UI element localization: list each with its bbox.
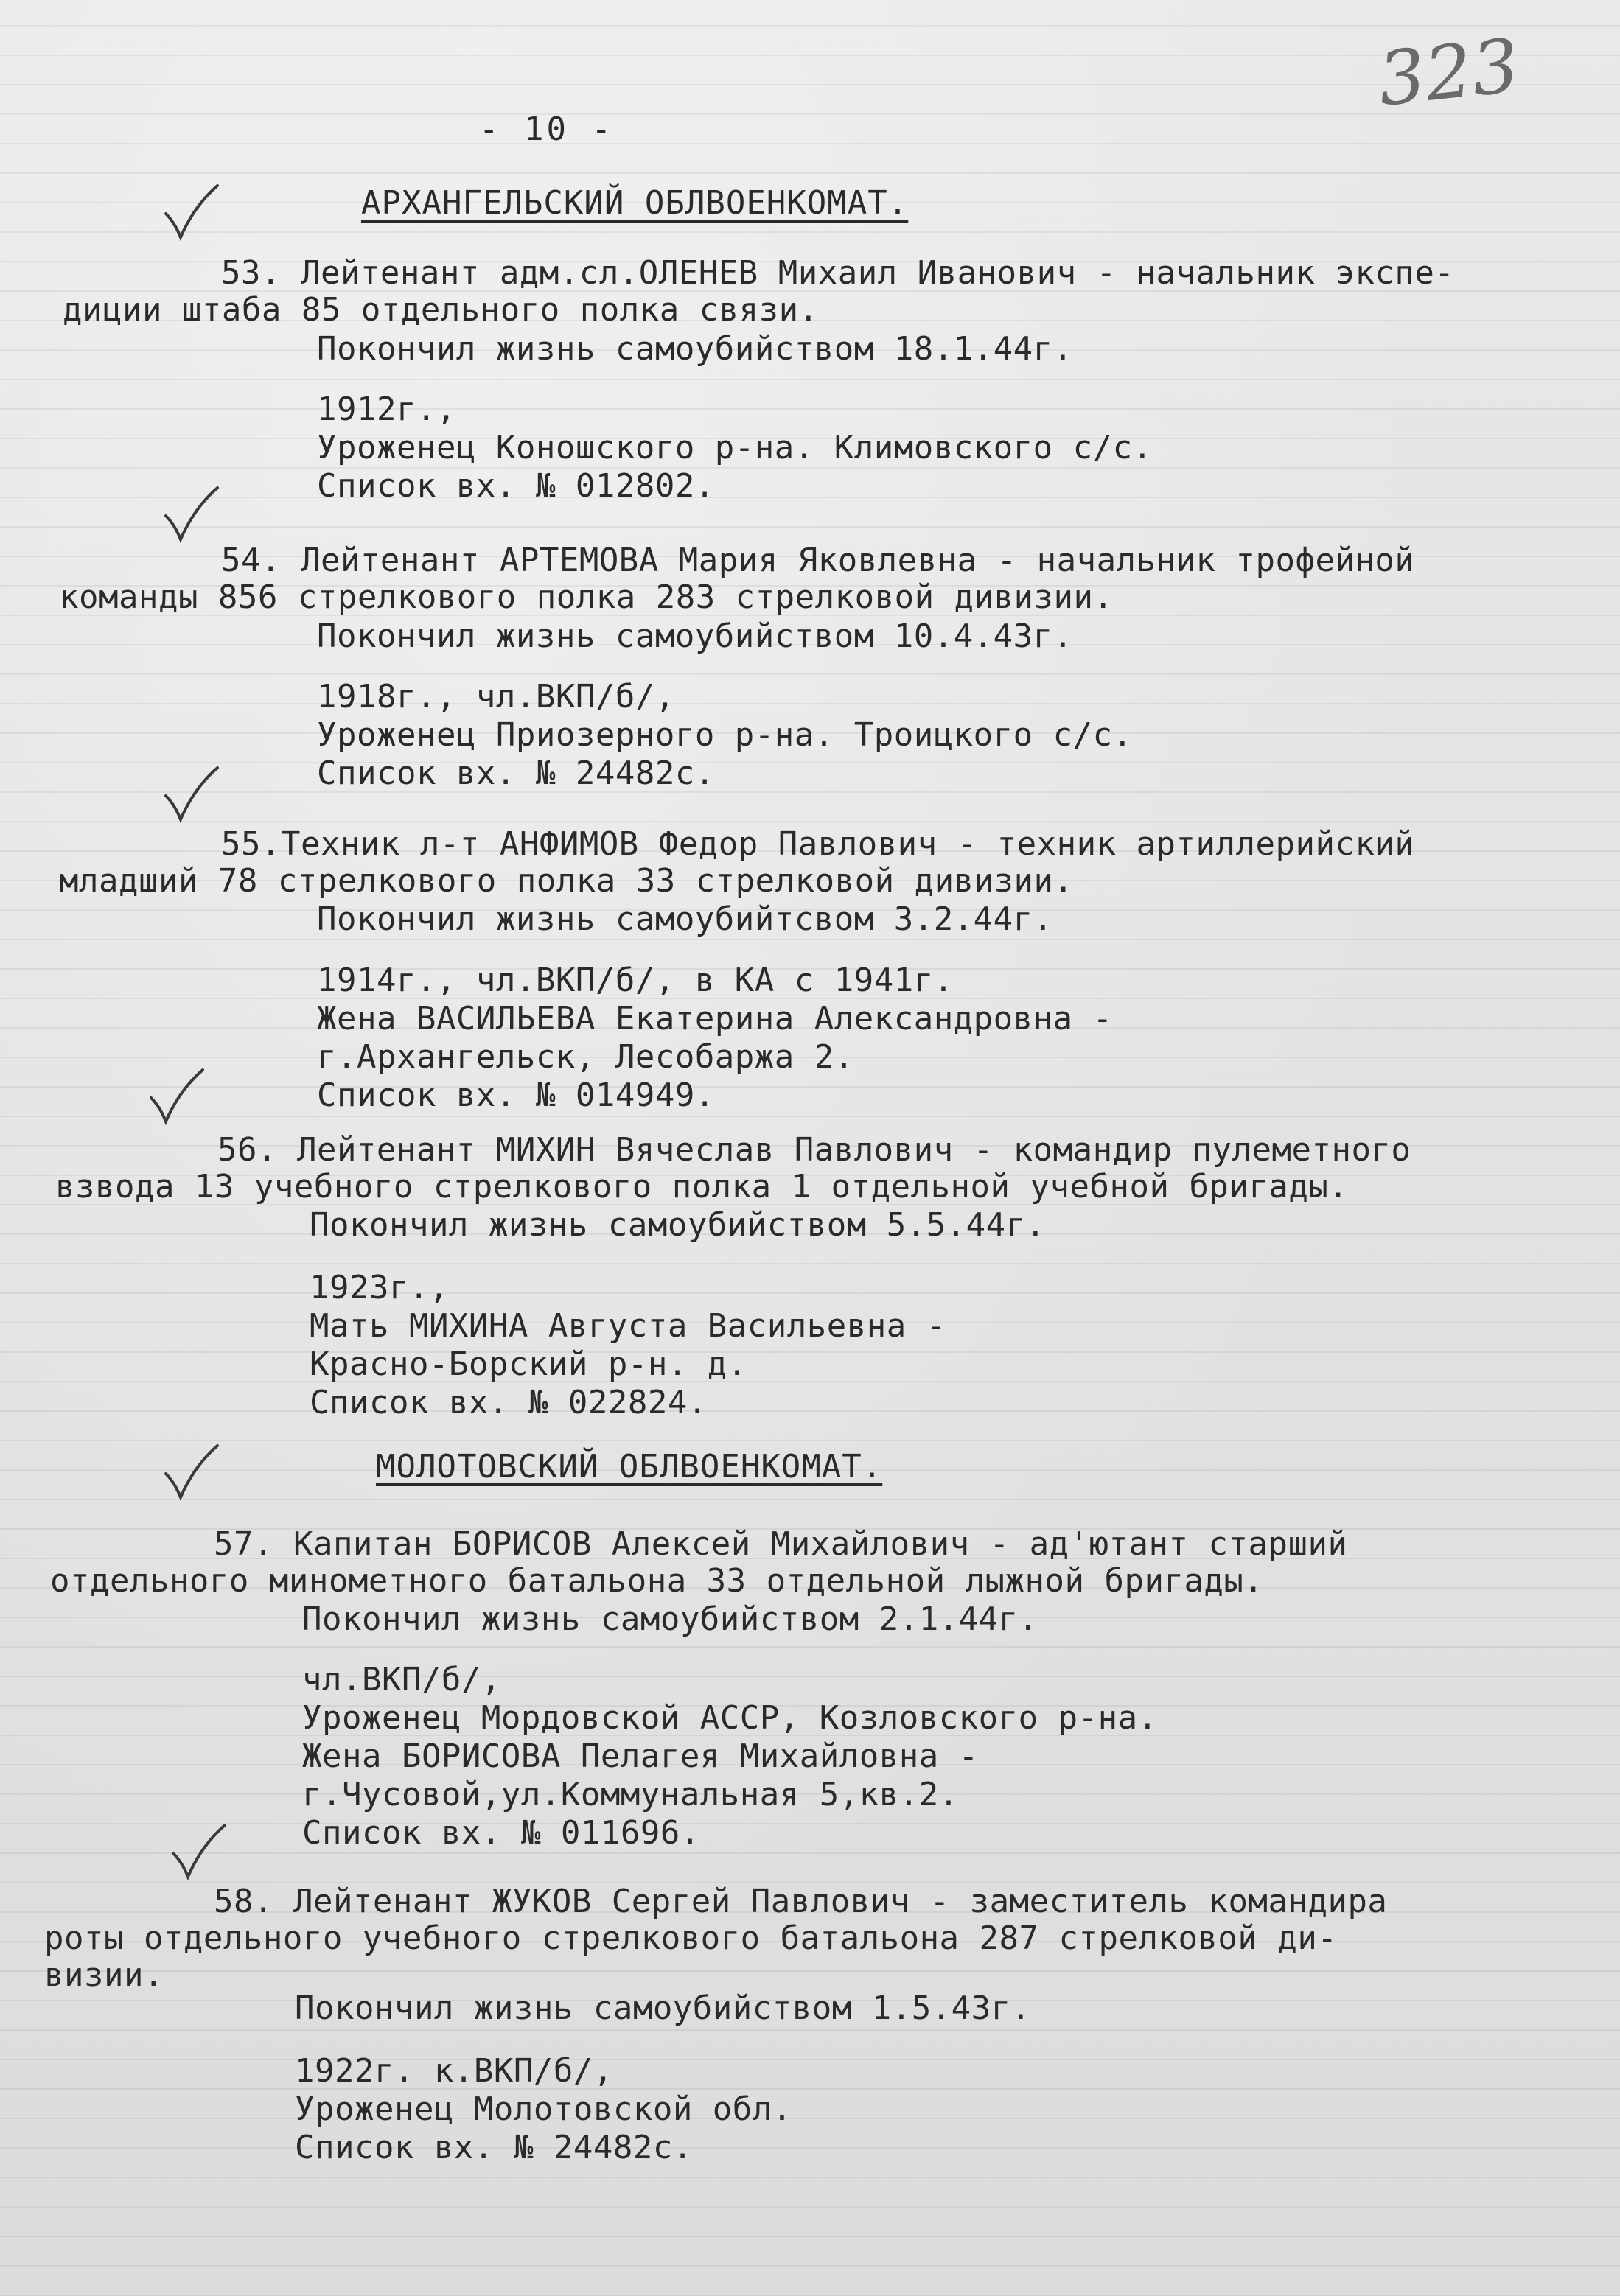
entry-53-detail: Уроженец Коношского р-на. Климовского с/с. <box>317 429 1153 466</box>
entry-58-death: Покончил жизнь самоубийством 1.5.43г. <box>295 1989 1031 2027</box>
entry-55-detail: Список вх. № 014949. <box>317 1077 715 1114</box>
checkmark-icon <box>144 1061 210 1127</box>
entry-54-line2: команды 856 стрелкового полка 283 стрелковой дивизии. <box>59 578 1114 616</box>
entry-57-detail: г.Чусовой,ул.Коммунальная 5,кв.2. <box>302 1776 959 1813</box>
entry-58-line2: роты отдельного учебного стрелкового батальона 287 стрелковой ди- <box>44 1919 1338 1957</box>
entry-57-detail: Уроженец Мордовской АССР, Козловского р-на. <box>302 1699 1158 1737</box>
checkmark-icon <box>158 479 225 545</box>
entry-53-detail: Список вх. № 012802. <box>317 467 715 505</box>
checkmark-icon <box>158 759 225 825</box>
entry-57-death: Покончил жизнь самоубийством 2.1.44г. <box>302 1600 1038 1638</box>
entry-54-death: Покончил жизнь самоубийством 10.4.43г. <box>317 617 1073 655</box>
entry-58-line1: 58. Лейтенант ЖУКОВ Сергей Павлович - заместитель командира <box>214 1883 1388 1920</box>
entry-53-detail: 1912г., <box>317 391 456 428</box>
entry-58-line3: визии. <box>44 1956 164 1994</box>
archive-number-handwritten: 323 <box>1374 22 1523 123</box>
section-title-arkhangelsk: АРХАНГЕЛЬСКИЙ ОБЛВОЕНКОМАТ. <box>361 184 909 222</box>
entry-55-detail: 1914г., чл.ВКП/б/, в КА с 1941г. <box>317 962 954 999</box>
entry-56-detail: Список вх. № 022824. <box>310 1384 708 1421</box>
page-number: - 10 - <box>479 111 614 148</box>
entry-54-detail: Уроженец Приозерного р-на. Троицкого с/с. <box>317 716 1133 754</box>
checkmark-icon <box>158 1437 225 1503</box>
checkmark-icon <box>166 1816 232 1883</box>
entry-54-line1: 54. Лейтенант АРТЕМОВА Мария Яковлевна - начальник трофейной <box>221 542 1415 579</box>
entry-57-detail: Жена БОРИСОВА Пелагея Михайловна - <box>302 1737 979 1775</box>
entry-56-line2: взвода 13 учебного стрелкового полка 1 отдельной учебной бригады. <box>55 1168 1349 1205</box>
entry-53-death: Покончил жизнь самоубийством 18.1.44г. <box>317 330 1073 368</box>
entry-55-detail: Жена ВАСИЛЬЕВА Екатерина Александровна - <box>317 1000 1113 1037</box>
entry-56-detail: 1923г., <box>310 1269 449 1306</box>
entry-55-line1: 55.Техник л-т АНФИМОВ Федор Павлович - техник артиллерийский <box>221 825 1415 863</box>
entry-58-detail: 1922г. к.ВКП/б/, <box>295 2052 613 2090</box>
entry-54-detail: Список вх. № 24482с. <box>317 755 715 792</box>
entry-57-detail: чл.ВКП/б/, <box>302 1661 501 1698</box>
entry-56-detail: Красно-Борский р-н. д. <box>310 1345 747 1383</box>
section-title-molotov: МОЛОТОВСКИЙ ОБЛВОЕНКОМАТ. <box>376 1448 883 1485</box>
entry-55-detail: г.Архангельск, Лесобаржа 2. <box>317 1038 854 1076</box>
entry-54-detail: 1918г., чл.ВКП/б/, <box>317 678 675 715</box>
entry-56-death: Покончил жизнь самоубийством 5.5.44г. <box>310 1206 1046 1244</box>
entry-56-line1: 56. Лейтенант МИХИН Вячеслав Павлович - командир пулеметного <box>217 1131 1411 1169</box>
entry-55-line2: младший 78 стрелкового полка 33 стрелковой дивизии. <box>59 862 1074 900</box>
entry-57-line2: отдельного минометного батальона 33 отдельной лыжной бригады. <box>50 1562 1264 1600</box>
entry-58-detail: Уроженец Молотовской обл. <box>295 2090 792 2128</box>
entry-53-line1: 53. Лейтенант адм.сл.ОЛЕНЕВ Михаил Иванович - начальник экспе- <box>221 254 1455 292</box>
entry-57-detail: Список вх. № 011696. <box>302 1814 700 1852</box>
entry-56-detail: Мать МИХИНА Августа Васильевна - <box>310 1307 946 1345</box>
entry-53-line2: диции штаба 85 отдельного полка связи. <box>63 291 819 329</box>
entry-57-line1: 57. Капитан БОРИСОВ Алексей Михайлович - ад'ютант старший <box>214 1525 1348 1563</box>
checkmark-icon <box>158 177 225 243</box>
entry-55-death: Покончил жизнь самоубийтсвом 3.2.44г. <box>317 900 1053 938</box>
entry-58-detail: Список вх. № 24482с. <box>295 2129 693 2166</box>
